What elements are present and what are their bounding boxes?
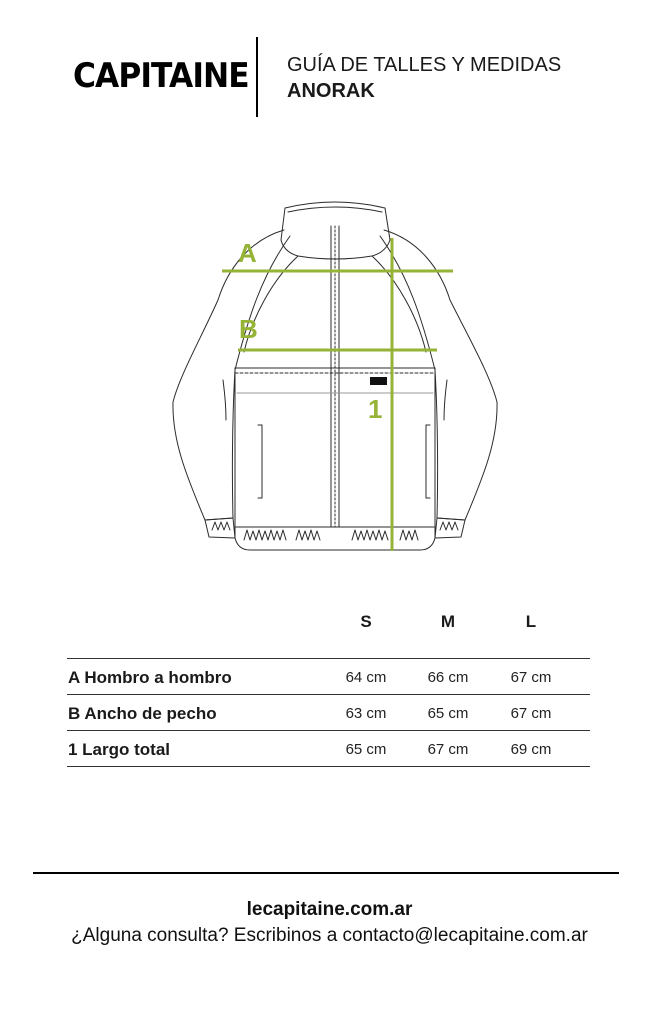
label-a: A <box>238 238 257 268</box>
footer-divider <box>33 872 619 874</box>
label-b: B <box>239 314 258 344</box>
size-header-m: M <box>440 612 456 631</box>
anorak-diagram <box>160 190 510 560</box>
cell-length-s: 65 cm <box>345 741 387 758</box>
contact-text: ¿Alguna consulta? Escribinos a contacto@lecapitaine.com.ar <box>71 925 588 946</box>
brand-logo: CAPITAINE <box>73 56 249 96</box>
row-label-chest: B Ancho de pecho <box>68 704 217 723</box>
right-sleeve <box>380 230 497 520</box>
product-name: ANORAK <box>287 80 375 102</box>
cell-shoulder-l: 67 cm <box>510 669 552 686</box>
website-link[interactable]: lecapitaine.com.ar <box>246 899 413 920</box>
header-divider <box>256 37 258 117</box>
left-sleeve <box>173 230 290 520</box>
cell-length-m: 67 cm <box>427 741 469 758</box>
cell-chest-l: 67 cm <box>510 705 552 722</box>
cell-length-l: 69 cm <box>510 741 552 758</box>
table-rule <box>67 658 590 659</box>
chest-tag <box>370 377 387 385</box>
guide-title: GUÍA DE TALLES Y MEDIDAS <box>287 54 562 76</box>
table-rule <box>67 730 590 731</box>
cell-chest-m: 65 cm <box>427 705 469 722</box>
table-rule <box>67 694 590 695</box>
cell-shoulder-s: 64 cm <box>345 669 387 686</box>
label-one: 1 <box>368 394 383 424</box>
row-label-length: 1 Largo total <box>68 740 171 759</box>
table-rule <box>67 766 590 767</box>
size-header-s: S <box>360 612 372 631</box>
size-header-l: L <box>525 612 537 631</box>
cell-shoulder-m: 66 cm <box>427 669 469 686</box>
cell-chest-s: 63 cm <box>345 705 387 722</box>
row-label-shoulder: A Hombro a hombro <box>68 668 232 687</box>
